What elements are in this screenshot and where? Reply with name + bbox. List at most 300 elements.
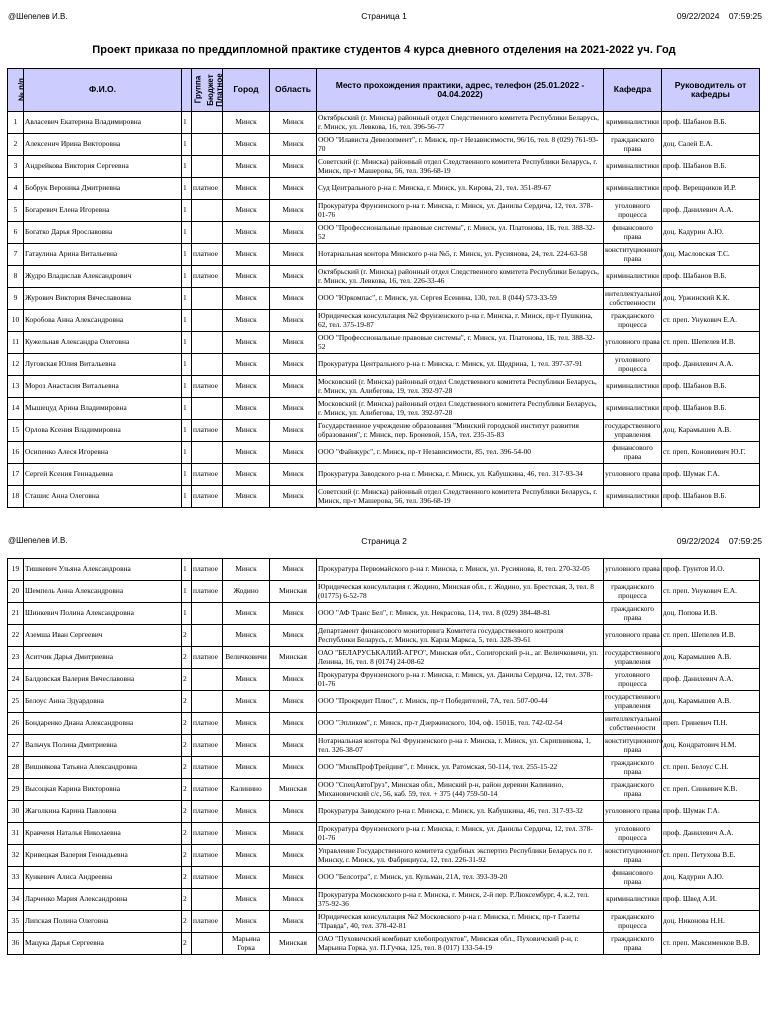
page-number: Страница 2	[361, 536, 407, 546]
practice-table-page-1	[7, 68, 760, 508]
table-row	[8, 464, 760, 486]
practice-place: ООО "Илависта Девелопмент", г. Минск, пр-т Независимости, 96/16, тел. 8 (029) 761-93-70	[317, 134, 604, 156]
payment-type	[192, 669, 223, 691]
department: государственного управления	[604, 691, 662, 713]
group: 1	[182, 581, 192, 603]
practice-place: Прокуратура Первомайского р-на г. Минска, г. Минск, ул. Русиянова, 8, тел. 270-32-05	[317, 559, 604, 581]
row-number: 21	[8, 603, 24, 625]
supervisor: проф. Шумак Г.А.	[662, 464, 760, 486]
region: Минск	[270, 222, 317, 244]
row-number: 22	[8, 625, 24, 647]
row-number: 24	[8, 669, 24, 691]
supervisor: доц. Никонова Н.Н.	[662, 911, 760, 933]
table-row	[8, 200, 760, 222]
page-2	[0, 536, 768, 955]
payment-type	[192, 156, 223, 178]
student-name: Шинкевич Полина Александровна	[24, 603, 182, 625]
department: гражданского права	[604, 779, 662, 801]
student-name: Аситчик Дарья Дмитриевна	[24, 647, 182, 669]
table-row	[8, 603, 760, 625]
payment-type	[192, 222, 223, 244]
group: 1	[182, 178, 192, 200]
payment-type	[192, 134, 223, 156]
region: Минск	[270, 178, 317, 200]
region: Минская	[270, 933, 317, 955]
supervisor: проф. Грунтов И.О.	[662, 559, 760, 581]
supervisor: доц. Карамышев А.В.	[662, 420, 760, 442]
city: Минск	[223, 112, 270, 134]
supervisor: доц. Масловская Т.С.	[662, 244, 760, 266]
row-number: 28	[8, 757, 24, 779]
col-header-dept: Кафедра	[604, 69, 662, 112]
region: Минск	[270, 420, 317, 442]
table-row	[8, 779, 760, 801]
print-date: 09/22/2024	[676, 11, 720, 21]
group: 2	[182, 691, 192, 713]
practice-place: ООО "Юркомпас", г. Минск, ул. Сергея Есенина, 130, тел. 8 (044) 573-33-59	[317, 288, 604, 310]
payment-type: платное	[192, 420, 223, 442]
city: Минск	[223, 134, 270, 156]
payment-type	[192, 603, 223, 625]
table-row	[8, 332, 760, 354]
student-name: Орлова Ксения Владимировна	[24, 420, 182, 442]
row-number: 6	[8, 222, 24, 244]
supervisor: доц. Карамышев А.В.	[662, 647, 760, 669]
city: Минск	[223, 911, 270, 933]
region: Минск	[270, 156, 317, 178]
department: конституционного права	[604, 244, 662, 266]
region: Минск	[270, 288, 317, 310]
table-row	[8, 310, 760, 332]
supervisor: ст. преп. Коновиевич Ю.Г.	[662, 442, 760, 464]
city: Марьина Горка	[223, 933, 270, 955]
payment-type	[192, 442, 223, 464]
payment-type: платное	[192, 486, 223, 508]
region: Минск	[270, 823, 317, 845]
region: Минская	[270, 581, 317, 603]
group: 1	[182, 266, 192, 288]
region: Минск	[270, 801, 317, 823]
practice-place: ООО "Прокредит Плюс", г. Минск, пр-т Победителей, 7А, тел. 507-00-44	[317, 691, 604, 713]
practice-place: ООО "МилкПрофТрейдинг", г. Минск, ул. Ратомская, 50-114, тел. 255-15-22	[317, 757, 604, 779]
student-name: Андрейкова Виктория Сергеевна	[24, 156, 182, 178]
group: 1	[182, 559, 192, 581]
payment-type: платное	[192, 244, 223, 266]
city: Минск	[223, 178, 270, 200]
group: 2	[182, 801, 192, 823]
supervisor: проф. Данилевич А.А.	[662, 354, 760, 376]
practice-place: Прокуратура Заводского р-на г. Минска, г. Минск, ул. Кабушкина, 46, тел. 317-93-32	[317, 801, 604, 823]
student-name: Мацука Дарья Сергеевна	[24, 933, 182, 955]
payment-type	[192, 288, 223, 310]
payment-type	[192, 310, 223, 332]
table-row	[8, 559, 760, 581]
supervisor: доц. Уржинский К.К.	[662, 288, 760, 310]
supervisor: проф. Шабанов В.Б.	[662, 376, 760, 398]
group: 1	[182, 603, 192, 625]
region: Минск	[270, 625, 317, 647]
department: уголовного права	[604, 625, 662, 647]
payment-type: платное	[192, 823, 223, 845]
student-name: Кункевич Алиса Андреевна	[24, 867, 182, 889]
practice-place: ООО "Профессиональные правовые системы", г. Минск, ул. Платонова, 1Б, тел. 388-32-52	[317, 222, 604, 244]
row-number: 11	[8, 332, 24, 354]
practice-place: Департамент финансового мониторинга Комитета государственного контроля Республики Беларусь, г. Минск, ул. Карла Маркса, 5, тел. 328-39-61	[317, 625, 604, 647]
payment-type: платное	[192, 266, 223, 288]
table-row	[8, 757, 760, 779]
group: 2	[182, 735, 192, 757]
region: Минская	[270, 779, 317, 801]
row-number: 33	[8, 867, 24, 889]
practice-place: Советский (г. Минска) районный отдел Следственного комитета Республики Беларусь, г. Минск, пр-т Машерова, 56, тел. 396-68-19	[317, 156, 604, 178]
group: 1	[182, 464, 192, 486]
group: 1	[182, 398, 192, 420]
table-row	[8, 156, 760, 178]
practice-place: Прокуратура Московского р-на г. Минска, г. Минск, 2-й пер. Р.Люксембург, 4, к.2, тел. 375-92-36	[317, 889, 604, 911]
region: Минск	[270, 757, 317, 779]
group: 2	[182, 669, 192, 691]
practice-place: ООО "Профессиональные правовые системы", г. Минск, ул. Платонова, 1Б, тел. 388-32-52	[317, 332, 604, 354]
region: Минск	[270, 112, 317, 134]
student-name: Сташис Анна Олеговна	[24, 486, 182, 508]
print-time: 07:59:25	[728, 536, 762, 546]
group: 1	[182, 376, 192, 398]
student-name: Кужельная Александра Олеговна	[24, 332, 182, 354]
region: Минск	[270, 354, 317, 376]
student-name: Белоус Анна Эдуардовна	[24, 691, 182, 713]
practice-place: Прокуратура Заводского р-на г. Минска, г. Минск, ул. Кабушкина, 46, тел. 317-93-34	[317, 464, 604, 486]
student-name: Журович Виктория Вячеславовна	[24, 288, 182, 310]
region: Минск	[270, 889, 317, 911]
payment-type	[192, 332, 223, 354]
department: гражданского процесса	[604, 310, 662, 332]
city: Минск	[223, 735, 270, 757]
payment-type: платное	[192, 581, 223, 603]
author-label: @Шепелев И.В.	[8, 12, 68, 21]
department: интеллектуальной собственности	[604, 288, 662, 310]
col-header-budget: Бюджет Платное	[192, 69, 223, 112]
document-title: Проект приказа по преддипломной практике студентов 4 курса дневного отделения на 2021-2022 уч. Год	[92, 44, 676, 56]
student-name: Авласевич Екатерина Владимировна	[24, 112, 182, 134]
department: финансового права	[604, 867, 662, 889]
practice-place: ООО "Файнкурс", г. Минск, пр-т Независимости, 85, тел. 396-54-00	[317, 442, 604, 464]
student-name: Коробова Анна Александровна	[24, 310, 182, 332]
supervisor: проф. Данилевич А.А.	[662, 823, 760, 845]
practice-place: Суд Центрального р-на г. Минска, г. Минск, ул. Кирова, 21, тел. 351-89-67	[317, 178, 604, 200]
region: Минск	[270, 442, 317, 464]
page-number: Страница 1	[361, 11, 407, 21]
group: 2	[182, 647, 192, 669]
row-number: 8	[8, 266, 24, 288]
department: финансового права	[604, 442, 662, 464]
table-row	[8, 713, 760, 735]
student-name: Вальчук Полина Дмитриевна	[24, 735, 182, 757]
department: криминалистики	[604, 178, 662, 200]
supervisor: ст. преп. Синкевич К.В.	[662, 779, 760, 801]
city: Минск	[223, 823, 270, 845]
student-name: Жудро Владислав Александрович	[24, 266, 182, 288]
student-name: Шемпель Анна Александровна	[24, 581, 182, 603]
payment-type: платное	[192, 647, 223, 669]
row-number: 23	[8, 647, 24, 669]
row-number: 34	[8, 889, 24, 911]
city: Минск	[223, 442, 270, 464]
student-name: Балдовская Валерия Вячеславовна	[24, 669, 182, 691]
department: криминалистики	[604, 156, 662, 178]
region: Минск	[270, 845, 317, 867]
payment-type	[192, 625, 223, 647]
department: криминалистики	[604, 398, 662, 420]
city: Минск	[223, 845, 270, 867]
table-row	[8, 845, 760, 867]
city: Минск	[223, 156, 270, 178]
department: государственного управления	[604, 420, 662, 442]
department: интеллектуальной собственности	[604, 713, 662, 735]
supervisor: ст. преп. Шепелев И.В.	[662, 332, 760, 354]
region: Минск	[270, 398, 317, 420]
city: Минск	[223, 691, 270, 713]
student-name: Жаголкина Карина Павловна	[24, 801, 182, 823]
table-row	[8, 867, 760, 889]
supervisor: проф. Шабанов В.Б.	[662, 266, 760, 288]
department: гражданского процесса	[604, 911, 662, 933]
student-name: Липская Полина Олеговна	[24, 911, 182, 933]
supervisor: ст. преп. Петухова В.Е.	[662, 845, 760, 867]
table-row	[8, 669, 760, 691]
department: криминалистики	[604, 889, 662, 911]
city: Минск	[223, 464, 270, 486]
supervisor: проф. Данилевич А.А.	[662, 200, 760, 222]
department: уголовного права	[604, 332, 662, 354]
row-number: 16	[8, 442, 24, 464]
row-number: 10	[8, 310, 24, 332]
table-row	[8, 823, 760, 845]
supervisor: проф. Шабанов В.Б.	[662, 398, 760, 420]
payment-type: платное	[192, 867, 223, 889]
col-header-head: Руководитель от кафедры	[662, 69, 760, 112]
group: 2	[182, 779, 192, 801]
city: Минск	[223, 559, 270, 581]
region: Минск	[270, 486, 317, 508]
practice-place: ООО "Белсотра", г. Минск, ул. Кульман, 21А, тел. 393-39-20	[317, 867, 604, 889]
print-time: 07:59:25	[728, 11, 762, 21]
city: Минск	[223, 222, 270, 244]
row-number: 35	[8, 911, 24, 933]
practice-place: Октябрьский (г. Минска) районный отдел Следственного комитета Республики Беларусь, г. Минск, ул. Левкова, 16, тел. 396-56-77	[317, 112, 604, 134]
supervisor: проф. Данилевич А.А.	[662, 669, 760, 691]
payment-type: платное	[192, 845, 223, 867]
student-name: Гатаулина Арина Витальевна	[24, 244, 182, 266]
department: гражданского права	[604, 603, 662, 625]
practice-place: Прокуратура Фрунзенского р-на г. Минска, г. Минск, ул. Данилы Сердича, 12, тел. 378-01-76	[317, 669, 604, 691]
student-name: Сергей Ксения Геннадьевна	[24, 464, 182, 486]
row-number: 3	[8, 156, 24, 178]
header-row	[8, 69, 760, 112]
practice-place: ООО "АФ Транс Бел", г. Минск, ул. Некрасова, 114, тел. 8 (029) 384-48-81	[317, 603, 604, 625]
payment-type	[192, 889, 223, 911]
city: Минск	[223, 713, 270, 735]
department: конституционного права	[604, 845, 662, 867]
table-row	[8, 112, 760, 134]
region: Минск	[270, 603, 317, 625]
table-row	[8, 889, 760, 911]
student-name: Мороз Анастасия Витальевна	[24, 376, 182, 398]
row-number: 2	[8, 134, 24, 156]
student-name: Высоцкая Карина Викторовна	[24, 779, 182, 801]
col-header-region: Область	[270, 69, 317, 112]
group: 2	[182, 713, 192, 735]
group: 1	[182, 310, 192, 332]
table-row	[8, 222, 760, 244]
payment-type	[192, 200, 223, 222]
payment-type	[192, 933, 223, 955]
row-number: 7	[8, 244, 24, 266]
supervisor: проф. Швед А.И.	[662, 889, 760, 911]
student-name: Кравченя Наталья Николаевна	[24, 823, 182, 845]
practice-place: Юридическая консультация №2 Московского р-на г. Минска, г. Минск, пр-т Газеты "Правда", 40, тел. 378-42-81	[317, 911, 604, 933]
department: уголовного процесса	[604, 823, 662, 845]
department: уголовного права	[604, 801, 662, 823]
group: 2	[182, 867, 192, 889]
row-number: 27	[8, 735, 24, 757]
department: гражданского права	[604, 757, 662, 779]
department: гражданского права	[604, 134, 662, 156]
department: конституционного права	[604, 735, 662, 757]
practice-place: Октябрьский (г. Минска) районный отдел Следственного комитета Республики Беларусь, г. Минск, ул. Левкова, 16, тел. 226-33-46	[317, 266, 604, 288]
student-name: Богаревич Елена Игоревна	[24, 200, 182, 222]
region: Минск	[270, 266, 317, 288]
table-row	[8, 647, 760, 669]
supervisor: доц. Кадурин А.Ю.	[662, 222, 760, 244]
student-name: Бобрук Вероника Дмитриевна	[24, 178, 182, 200]
student-name: Вишнякова Татьяна Александровна	[24, 757, 182, 779]
table-row	[8, 735, 760, 757]
table-row	[8, 486, 760, 508]
department: уголовного процесса	[604, 669, 662, 691]
practice-place: ООО "Эпликом", г. Минск, пр-т Дзержинского, 104, оф. 1501Б, тел. 742-02-54	[317, 713, 604, 735]
practice-place: Московский (г. Минска) районный отдел Следственного комитета Республики Беларусь, г. Минск, ул. Алибегова, 19, тел. 392-97-28	[317, 376, 604, 398]
payment-type	[192, 691, 223, 713]
group: 2	[182, 625, 192, 647]
row-number: 20	[8, 581, 24, 603]
page-header	[0, 0, 768, 30]
col-header-num: № п/п	[8, 69, 24, 112]
row-number: 1	[8, 112, 24, 134]
row-number: 19	[8, 559, 24, 581]
region: Минск	[270, 669, 317, 691]
practice-place: Государственное учреждение образования "Минский городской институт развития образования", г. Минск, пер. Броневой, 15А, тел. 235-35-83	[317, 420, 604, 442]
city: Минск	[223, 603, 270, 625]
supervisor: проф. Шабанов В.Б.	[662, 112, 760, 134]
city: Минск	[223, 376, 270, 398]
city: Минск	[223, 332, 270, 354]
practice-place: Прокуратура Центрального р-на г. Минска, г. Минск, ул. Щедрина, 1, тел. 397-37-91	[317, 354, 604, 376]
student-name: Ларченко Мария Александровна	[24, 889, 182, 911]
table-row	[8, 376, 760, 398]
supervisor: ст. преп. Шепелев И.В.	[662, 625, 760, 647]
table-row	[8, 442, 760, 464]
city: Минск	[223, 486, 270, 508]
row-number: 17	[8, 464, 24, 486]
payment-type	[192, 112, 223, 134]
col-header-name: Ф.И.О.	[24, 69, 182, 112]
payment-type: платное	[192, 801, 223, 823]
student-name: Богатко Дарья Ярославовна	[24, 222, 182, 244]
supervisor: доц. Карамышев А.В.	[662, 691, 760, 713]
payment-type	[192, 398, 223, 420]
group: 1	[182, 134, 192, 156]
student-name: Бондаренко Диана Александровна	[24, 713, 182, 735]
group: 1	[182, 420, 192, 442]
page-1	[0, 0, 768, 508]
table-row	[8, 354, 760, 376]
region: Минская	[270, 647, 317, 669]
supervisor: преп. Гриневич П.Н.	[662, 713, 760, 735]
supervisor: проф. Верещников И.Р.	[662, 178, 760, 200]
table-row	[8, 266, 760, 288]
student-name: Осипенко Алеся Игоревна	[24, 442, 182, 464]
row-number: 5	[8, 200, 24, 222]
table-row	[8, 244, 760, 266]
supervisor: ст. преп. Максименков В.В.	[662, 933, 760, 955]
table-row	[8, 625, 760, 647]
city: Минск	[223, 288, 270, 310]
group: 1	[182, 156, 192, 178]
col-header-group: Группа	[182, 69, 192, 112]
student-name: Алексенич Ирина Викторовна	[24, 134, 182, 156]
practice-place: Юридическая консультация №2 Фрунзенского р-на г. Минска, г. Минск, пр-т Пушкина, 62, тел. 375-19-87	[317, 310, 604, 332]
row-number: 13	[8, 376, 24, 398]
row-number: 32	[8, 845, 24, 867]
supervisor: проф. Шабанов В.Б.	[662, 156, 760, 178]
practice-place: Прокуратура Фрунзенского р-на г. Минска, г. Минск, ул. Данилы Сердича, 12, тел. 378-01-76	[317, 823, 604, 845]
practice-place: ООО "СпецАвтоГруз", Минская обл., Минский р-н, район деревни Калинино, Михановичский с/с, 56, каб. 59, тел. + 375 (44) 759-50-14	[317, 779, 604, 801]
student-name: Тишкевич Ульяна Александровна	[24, 559, 182, 581]
supervisor: доц. Попова И.В.	[662, 603, 760, 625]
supervisor: проф. Шумак Г.А.	[662, 801, 760, 823]
department: государственного управления	[604, 647, 662, 669]
student-name: Аземша Иван Сергеевич	[24, 625, 182, 647]
practice-place: ОАО "БЕЛАРУСЬКАЛИЙ-АГРО", Минская обл., Солигорский р-н., аг. Величковичи, ул. Ленина, 16, тел. 8 (0174) 24-08-62	[317, 647, 604, 669]
row-number: 15	[8, 420, 24, 442]
city: Минск	[223, 889, 270, 911]
region: Минск	[270, 559, 317, 581]
datetime	[677, 536, 762, 546]
city: Минск	[223, 398, 270, 420]
datetime	[677, 11, 762, 21]
practice-place: ОАО "Пуховичский комбинат хлебопродуктов", Минская обл., Пуховичский р-н, г. Марьина Горка, ул. П.Гучка, 125, тел. 8 (017) 133-54-19	[317, 933, 604, 955]
practice-table-page-2	[7, 558, 760, 955]
row-number: 31	[8, 823, 24, 845]
practice-place: Юридическая консультация г. Жодино, Минская обл., г. Жодино, ул. Брестская, 3, тел. 8 (01775) 6-52-78	[317, 581, 604, 603]
practice-place: Управление Государственного комитета судебных экспертиз Республики Беларусь по г. Минску, г. Минск, ул. Фабрициуса, 12, тел. 226-31-92	[317, 845, 604, 867]
table-row	[8, 801, 760, 823]
row-number: 9	[8, 288, 24, 310]
payment-type: платное	[192, 779, 223, 801]
group: 1	[182, 112, 192, 134]
payment-type: платное	[192, 376, 223, 398]
city: Величковичи	[223, 647, 270, 669]
department: уголовного права	[604, 464, 662, 486]
region: Минск	[270, 911, 317, 933]
city: Минск	[223, 310, 270, 332]
city: Минск	[223, 801, 270, 823]
department: финансового права	[604, 222, 662, 244]
practice-place: Нотариальная контора Минского р-на №5, г. Минск, ул. Русиянова, 24, тел. 224-63-58	[317, 244, 604, 266]
region: Минск	[270, 735, 317, 757]
region: Минск	[270, 691, 317, 713]
student-name: Кривецкая Валерия Геннадьевна	[24, 845, 182, 867]
